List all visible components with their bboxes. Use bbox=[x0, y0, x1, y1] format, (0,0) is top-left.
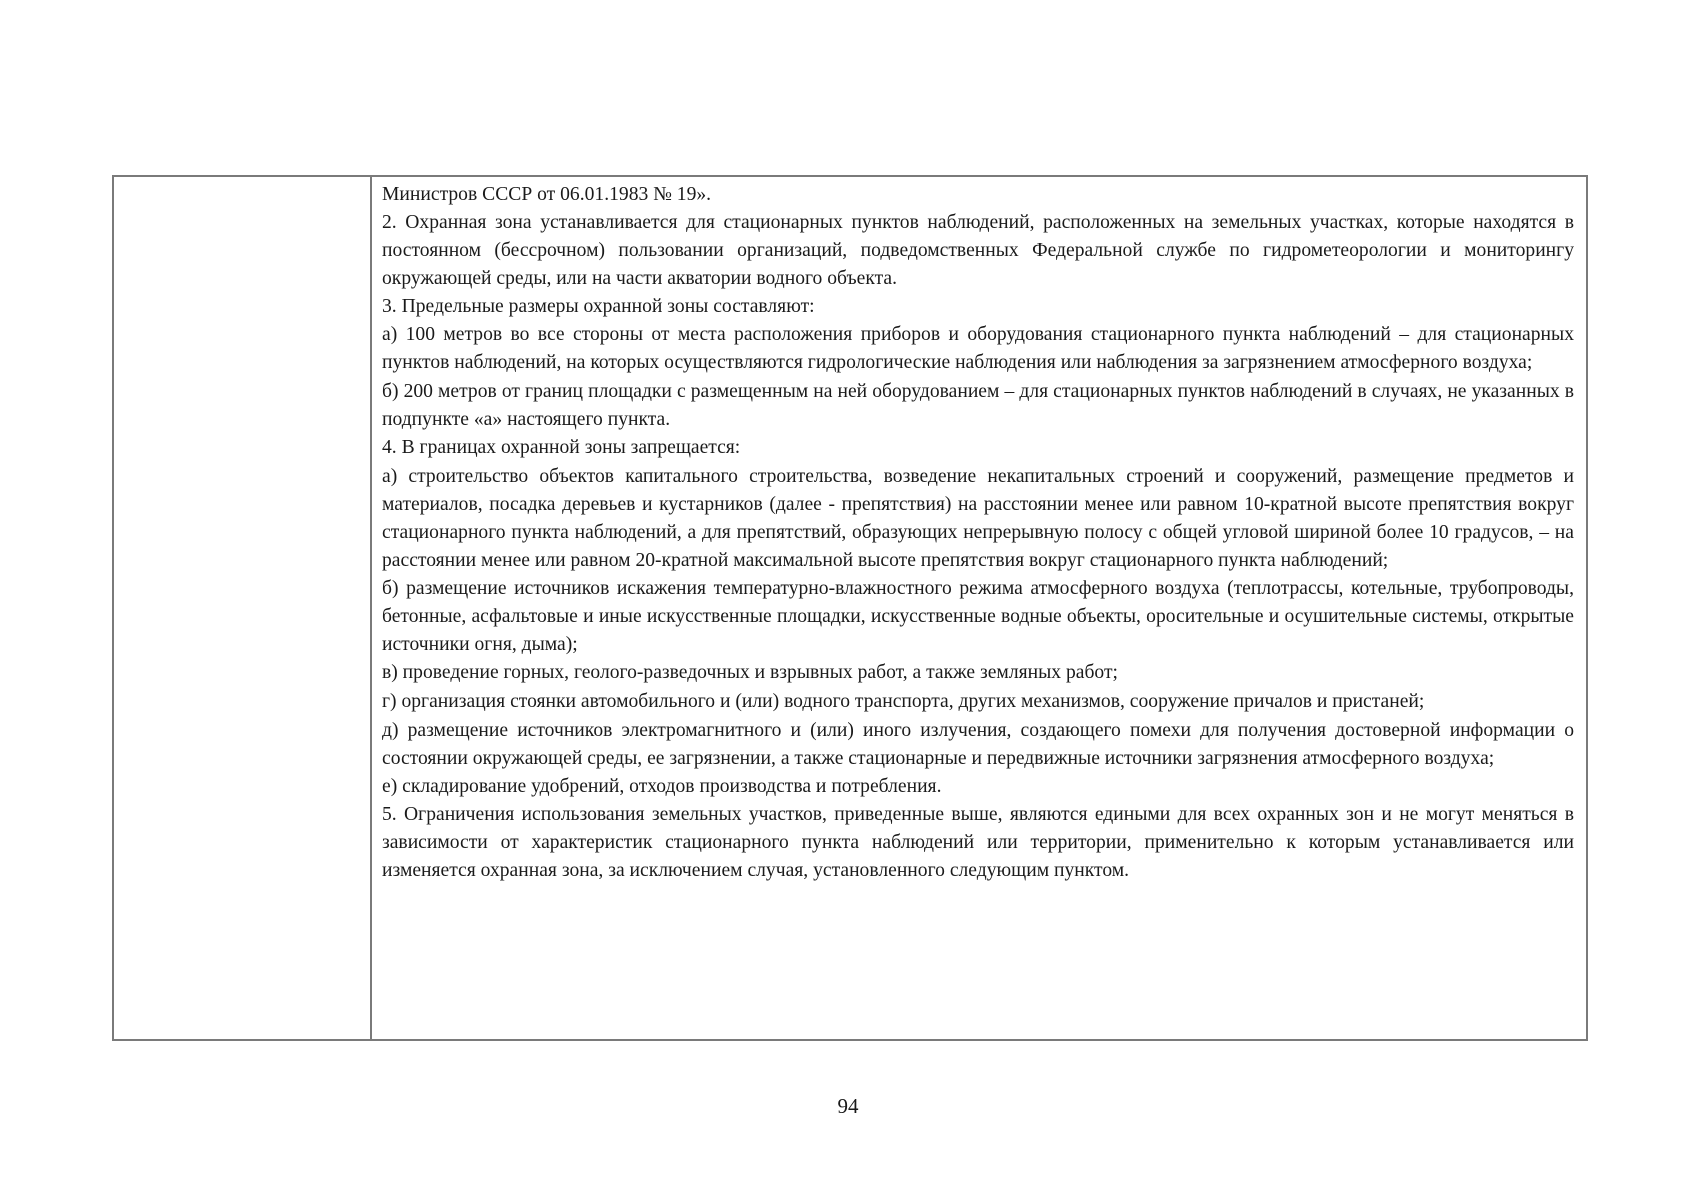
paragraph-item-5: 5. Ограничения использования земельных участков, приведенные выше, являются едиными для всех охранных зон и не могут меняться в зависимости от характеристик стационарного пункта наблюдений или территории, применительно к которым устанавливается или изменяется охранная зона, за исключением случая, установленного следующим пунктом. bbox=[382, 804, 1574, 881]
table-right-cell bbox=[372, 177, 1586, 1039]
table-left-cell bbox=[114, 177, 372, 1039]
paragraph-item-4g: г) организация стоянки автомобильного и (или) водного транспорта, других механизмов, сооружение причалов и пристаней; bbox=[382, 691, 1425, 712]
paragraph-item-4: 4. В границах охранной зоны запрещается: bbox=[382, 437, 741, 458]
page-number: 94 bbox=[837, 1094, 859, 1118]
paragraph-item-4e: е) складирование удобрений, отходов производства и потребления. bbox=[382, 776, 942, 797]
paragraph-item-4v: в) проведение горных, геолого-разведочных и взрывных работ, а также земляных работ; bbox=[382, 662, 1118, 683]
paragraph-item-4b: б) размещение источников искажения температурно-влажностного режима атмосферного воздуха (теплотрассы, котельные, трубопроводы, бетонные, асфальтовые и иные искусственные площадки, искусственные водные объекты, оросительные и осушительные системы, открытые источники огня, дыма); bbox=[382, 578, 1574, 655]
paragraph-item-3a: а) 100 метров во все стороны от места расположения приборов и оборудования стационарного пункта наблюдений – для стационарных пунктов наблюдений, на которых осуществляются гидрологические наблюдения или наблюдения за загрязнением атмосферного воздуха; bbox=[382, 324, 1574, 373]
paragraph-item-4a: а) строительство объектов капитального строительства, возведение некапитальных строений и сооружений, размещение предметов и материалов, посадка деревьев и кустарников (далее - препятствия) на расстоянии менее или равном 10-кратной высоте препятствия вокруг стационарного пункта наблюдений, а для препятствий, образующих непрерывную полосу с общей угловой шириной более 10 градусов, – на расстоянии менее или равном 20-кратной максимальной высоте препятствия вокруг стационарного пункта наблюдений; bbox=[382, 466, 1574, 571]
paragraph-item-3: 3. Предельные размеры охранной зоны составляют: bbox=[382, 296, 815, 317]
paragraph-item-4d: д) размещение источников электромагнитного и (или) иного излучения, создающего помехи для получения достоверной информации о состоянии окружающей среды, ее загрязнении, а также стационарные и передвижные источники загрязнения атмосферного воздуха; bbox=[382, 720, 1574, 769]
paragraph-item-3b: б) 200 метров от границ площадки с размещенным на ней оборудованием – для стационарных пунктов наблюдений в случаях, не указанных в подпункте «а» настоящего пункта. bbox=[382, 381, 1574, 430]
content-table bbox=[112, 175, 1588, 1041]
paragraph-continuation: Министров СССР от 06.01.1983 № 19». bbox=[382, 184, 712, 205]
paragraph-item-2: 2. Охранная зона устанавливается для стационарных пунктов наблюдений, расположенных на земельных участках, которые находятся в постоянном (бессрочном) пользовании организаций, подведомственных Федеральной службе по гидрометеорологии и мониторингу окружающей среды, или на части акватории водного объекта. bbox=[382, 212, 1574, 289]
